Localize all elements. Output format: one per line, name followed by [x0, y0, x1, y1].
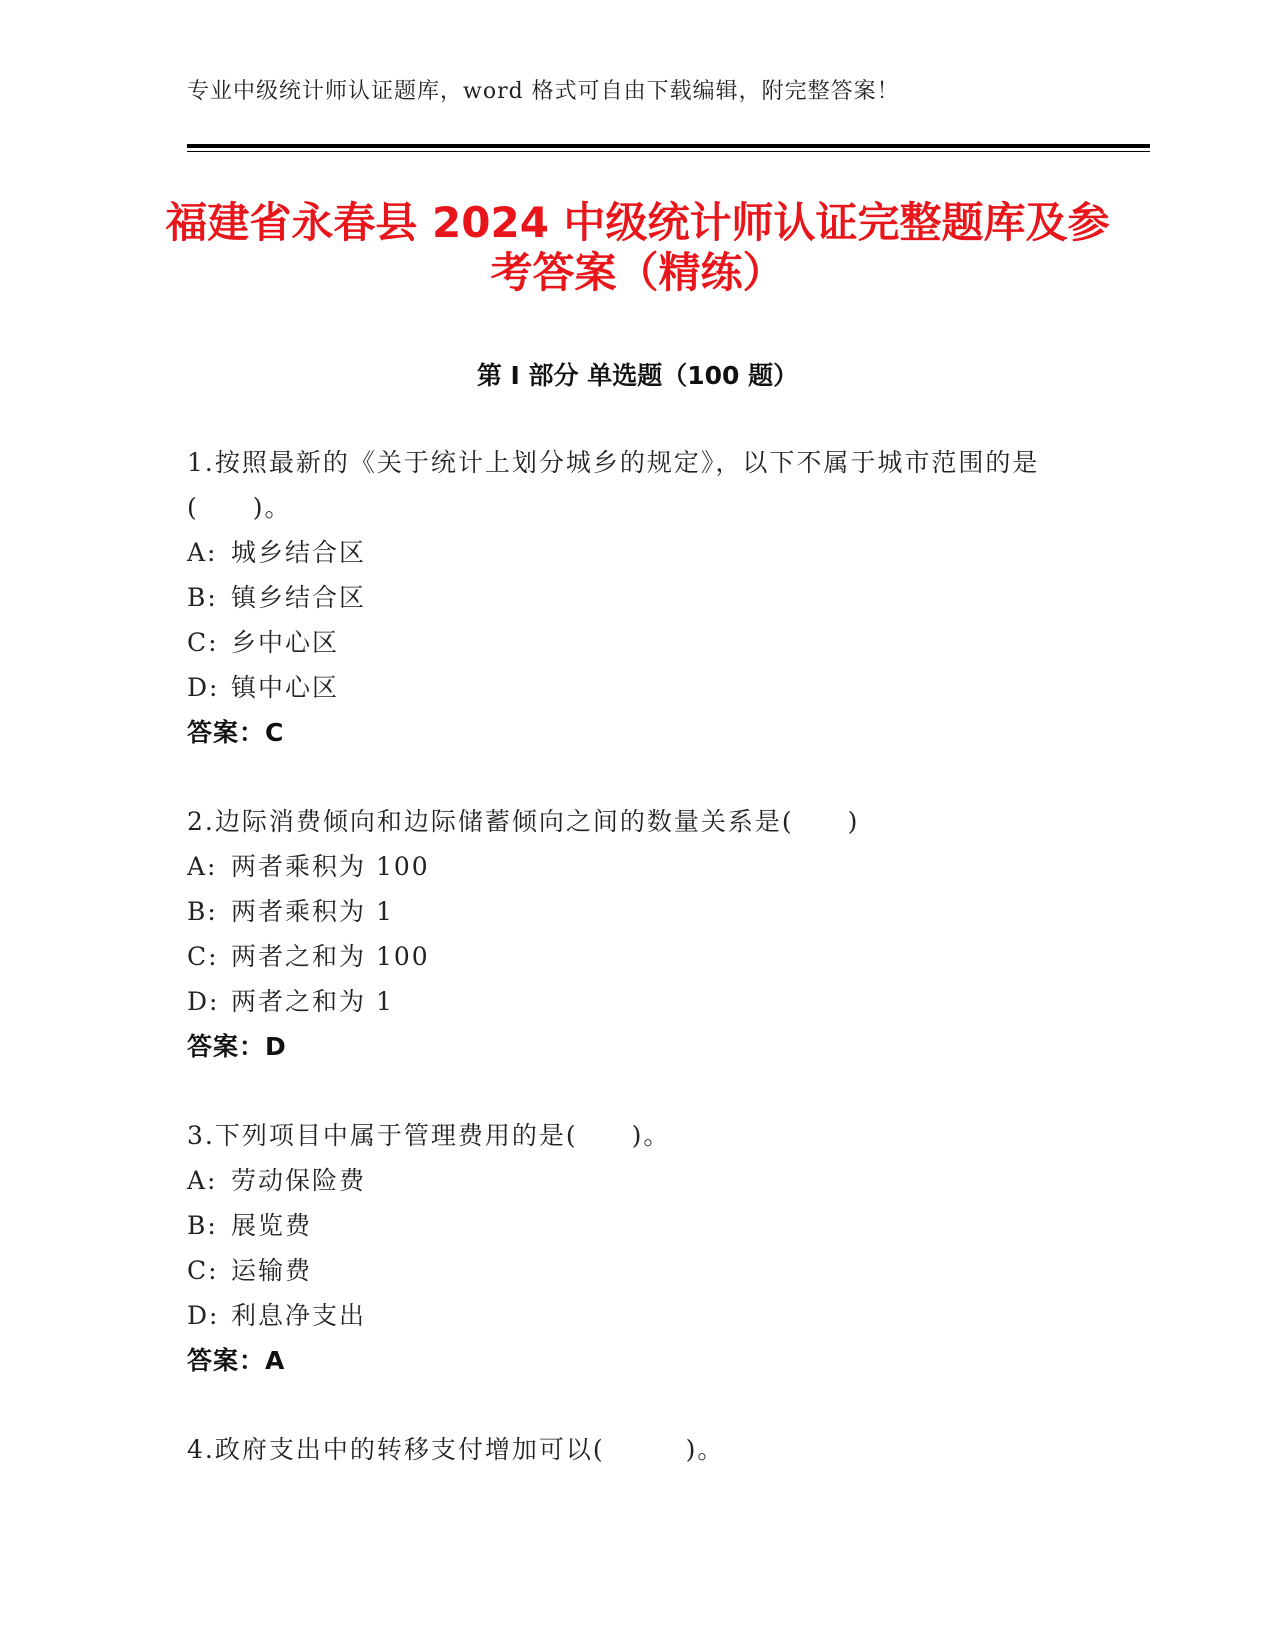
- option-d: [187, 665, 1087, 710]
- option-text: 展览费: [231, 1211, 313, 1240]
- header-rule-thin: [187, 151, 1150, 152]
- option-key: B:: [187, 897, 218, 926]
- option-key: C:: [187, 942, 219, 971]
- option-c: [187, 934, 1087, 979]
- section-heading: 第 I 部分 单选题（100 题）: [476, 361, 799, 390]
- option-key: A:: [187, 852, 218, 881]
- option-b: [187, 889, 1087, 934]
- option-c: [187, 1248, 1087, 1293]
- question-stem: 2.边际消费倾向和边际储蓄倾向之间的数量关系是( ): [187, 807, 860, 836]
- option-b: [187, 1203, 1087, 1248]
- option-key: D:: [187, 1301, 220, 1330]
- option-key: C:: [187, 1256, 219, 1285]
- option-d: [187, 979, 1087, 1024]
- option-text: 两者乘积为 1: [231, 897, 394, 926]
- option-key: D:: [187, 987, 220, 1016]
- question-list: [187, 440, 1087, 1516]
- option-text: 乡中心区: [231, 628, 340, 657]
- question-1: [187, 440, 1087, 755]
- option-key: B:: [187, 583, 218, 612]
- option-key: A:: [187, 538, 218, 567]
- option-text: 两者之和为 100: [231, 942, 430, 971]
- option-text: 城乡结合区: [231, 538, 367, 567]
- header-rule-thick: [187, 144, 1150, 148]
- option-d: [187, 1293, 1087, 1338]
- header-note: 专业中级统计师认证题库，word 格式可自由下载编辑，附完整答案！: [187, 79, 900, 104]
- answer-line: 答案：A: [187, 1346, 286, 1375]
- option-key: C:: [187, 628, 219, 657]
- option-text: 运输费: [231, 1256, 313, 1285]
- question-stem: 4.政府支出中的转移支付增加可以( )。: [187, 1435, 725, 1464]
- question-stem: 1.按照最新的《关于统计上划分城乡的规定》，以下不属于城市范围的是( )。: [187, 448, 1040, 522]
- question-4: [187, 1427, 1087, 1472]
- option-key: D:: [187, 673, 220, 702]
- document-title: 福建省永春县 2024 中级统计师认证完整题库及参考答案（精练）: [165, 198, 1110, 297]
- option-b: [187, 575, 1087, 620]
- option-a: [187, 1158, 1087, 1203]
- answer-line: 答案：D: [187, 1032, 287, 1061]
- option-key: A:: [187, 1166, 218, 1195]
- question-3: [187, 1113, 1087, 1383]
- option-a: [187, 844, 1087, 889]
- option-text: 劳动保险费: [231, 1166, 367, 1195]
- option-text: 两者之和为 1: [231, 987, 394, 1016]
- question-stem: 3.下列项目中属于管理费用的是( )。: [187, 1121, 671, 1150]
- option-text: 镇乡结合区: [231, 583, 367, 612]
- option-text: 镇中心区: [231, 673, 340, 702]
- option-a: [187, 530, 1087, 575]
- answer-line: 答案：C: [187, 718, 285, 747]
- option-c: [187, 620, 1087, 665]
- option-text: 两者乘积为 100: [231, 852, 430, 881]
- option-key: B:: [187, 1211, 218, 1240]
- question-2: [187, 799, 1087, 1069]
- option-text: 利息净支出: [231, 1301, 367, 1330]
